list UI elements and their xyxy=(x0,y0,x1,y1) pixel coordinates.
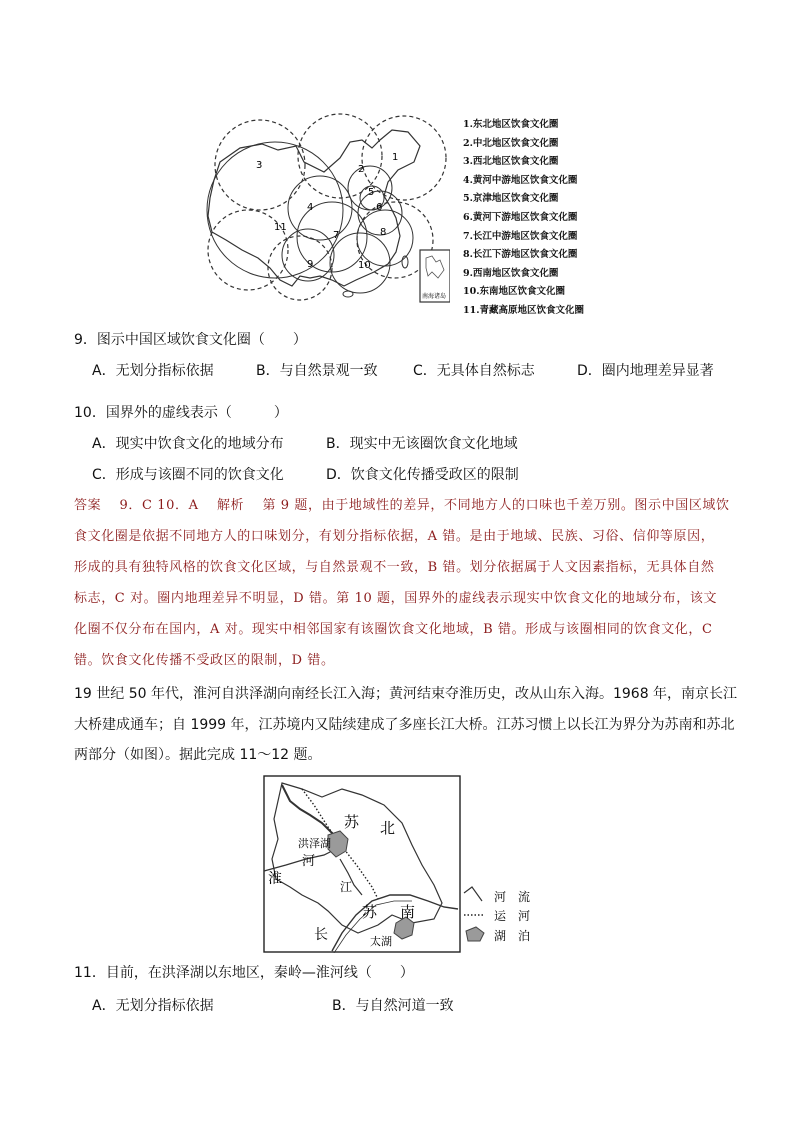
legend-river: 河 流 xyxy=(494,890,531,904)
legend-item: 4.黄河中游地区饮食文化圈 xyxy=(463,174,578,186)
question-9-option-b[interactable]: B．与自然景观一致 xyxy=(256,363,378,379)
legend-item: 11.青藏高原地区饮食文化圈 xyxy=(463,304,585,316)
answer-line: 形成的具有独特风格的饮食文化区域，与自然景观不一致，B 错。划分依据属于人文因素指标，无具体自然 xyxy=(74,560,715,575)
answer-line: 答案 9．C 10．A 解析 第 9 题，由于地域性的差异，不同地方人的口味也千差万别。图示中国区域饮 xyxy=(74,498,730,513)
region-number-2: 2 xyxy=(358,164,365,175)
question-10-option-a[interactable]: A．现实中饮食文化的地域分布 xyxy=(92,436,284,452)
map-label-su-bei-2: 北 xyxy=(380,819,396,837)
food-culture-map xyxy=(200,100,450,310)
question-9-option-d[interactable]: D．圈内地理差异显著 xyxy=(577,363,714,379)
question-10-option-d[interactable]: D．饮食文化传播受政区的限制 xyxy=(326,467,519,483)
legend-item: 7.长江中游地区饮食文化圈 xyxy=(463,230,578,242)
question-11-option-a[interactable]: A．无划分指标依据 xyxy=(92,998,214,1014)
region-number-7: 7 xyxy=(333,230,340,241)
legend-item: 2.中北地区饮食文化圈 xyxy=(463,137,559,149)
legend-item: 8.长江下游地区饮食文化圈 xyxy=(463,249,578,261)
map-label-su-nan-1: 苏 xyxy=(362,903,378,921)
legend-item: 3.西北地区饮食文化圈 xyxy=(463,156,559,168)
legend-lake: 湖 泊 xyxy=(494,929,531,943)
region-number-1: 1 xyxy=(392,152,399,163)
answer-line: 食文化圈是依据不同地方人的口味划分，有划分指标依据，A 错。是由于地域、民族、习俗、信仰等原因， xyxy=(74,529,715,544)
question-9-option-a[interactable]: A．无划分指标依据 xyxy=(92,363,214,379)
region-number-5: 5 xyxy=(368,187,375,198)
jiangsu-map xyxy=(262,775,534,953)
question-10-stem: 10．国界外的虚线表示（ ） xyxy=(74,405,288,421)
question-9-stem: 9．图示中国区域饮食文化圈（ ） xyxy=(74,332,307,348)
legend-item: 5.京津地区饮食文化圈 xyxy=(463,193,559,205)
passage-line: 19 世纪 50 年代，淮河自洪泽湖向南经长江入海；黄河结束夺淮历史，改从山东入海。1968 年，南京长江 xyxy=(74,686,738,702)
passage-line: 两部分（如图）。据此完成 11～12 题。 xyxy=(74,747,322,763)
question-11-option-b[interactable]: B．与自然河道一致 xyxy=(332,998,454,1014)
region-number-6: 6 xyxy=(376,202,383,213)
passage-line: 大桥建成通车；自 1999 年，江苏境内又陆续建成了多座长江大桥。江苏习惯上以长江为界分为苏南和苏北 xyxy=(74,717,735,733)
question-10-option-b[interactable]: B．现实中无该圈饮食文化地域 xyxy=(326,436,518,452)
region-number-8: 8 xyxy=(380,227,387,238)
river-symbol-icon xyxy=(464,887,482,901)
food-culture-legend xyxy=(463,116,584,321)
answer-line: 错。饮食文化传播不受政区的限制，D 错。 xyxy=(74,653,335,668)
map-label-he: 河 xyxy=(302,854,316,869)
region-number-4: 4 xyxy=(307,202,314,213)
legend-item: 9.西南地区饮食文化圈 xyxy=(463,267,559,279)
answer-line: 化圈不仅分布在国内，A 对。现实中相邻国家有该圈饮食文化地域，B 错。形成与该圈相同的饮食文化，C xyxy=(74,622,713,637)
legend-item: 6.黄河下游地区饮食文化圈 xyxy=(463,211,578,223)
legend-item: 10.东南地区饮食文化圈 xyxy=(463,286,566,298)
map-label-su-bei-1: 苏 xyxy=(344,813,360,831)
map-label-huai: 淮 xyxy=(268,871,282,887)
map-label-hongze: 洪泽湖 xyxy=(298,837,331,850)
question-9-option-c[interactable]: C．无具体自然标志 xyxy=(413,363,535,379)
question-10-option-c[interactable]: C．形成与该圈不同的饮食文化 xyxy=(92,467,284,483)
region-number-10: 10 xyxy=(358,260,371,271)
map-label-jiang: 江 xyxy=(340,880,353,894)
map-label-chang: 长 xyxy=(314,927,328,943)
question-11-stem: 11．目前，在洪泽湖以东地区，秦岭—淮河线（ ） xyxy=(74,965,414,981)
region-number-9: 9 xyxy=(307,259,314,270)
answer-line: 标志，C 对。圈内地理差异不明显，D 错。第 10 题，国界外的虚线表示现实中饮食文化的地域分布，该文 xyxy=(74,591,718,606)
region-number-3: 3 xyxy=(256,160,263,171)
legend-item: 1.东北地区饮食文化圈 xyxy=(463,119,559,130)
lake-symbol-icon xyxy=(466,927,484,941)
region-number-11: 11 xyxy=(274,222,287,233)
legend-canal: 运 河 xyxy=(494,909,531,923)
map-label-su-nan-2: 南 xyxy=(400,903,416,921)
map-label-taihu: 太湖 xyxy=(370,935,392,948)
inset-label: 南海诸岛 xyxy=(422,293,447,300)
